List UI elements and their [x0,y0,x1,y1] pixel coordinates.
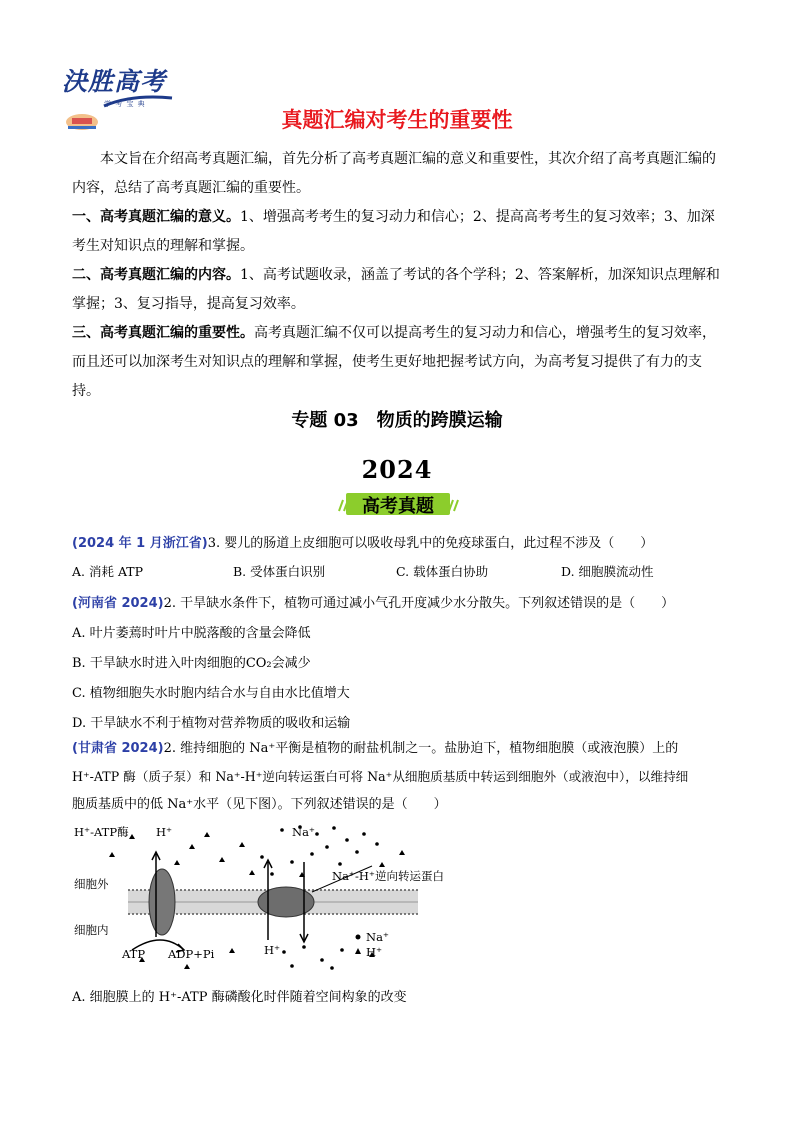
label-atp: ATP [122,947,146,961]
option-c: C. 植物细胞失水时胞内结合水与自由水比值增大 [72,686,350,701]
intro-section [72,145,724,406]
label-h-bottom: H⁺ [264,943,281,957]
question-source: (甘肃省 2024) [72,741,164,756]
logo-subtitle: 学 考 宝 典 [104,100,146,108]
section-body: 高考真题汇编不仅可以提高考生的复习动力和信心，增强考生的复习效率，而且还可以加深考生对知识点的理解和掌握，使考生更好地把握考试方向，为高考复习提供了有力的支持。 [72,325,716,399]
label-adp: ADP+Pi [168,947,215,961]
section-heading: 二、高考真题汇编的内容。 [72,267,240,283]
label-inside: 细胞内 [74,923,109,937]
year-heading: 2024 [361,455,433,484]
question-1 [72,530,732,586]
topic-title: 专题 03 物质的跨膜运输 [291,410,503,431]
section-banner [336,490,460,516]
section-meaning [72,203,724,261]
legend-na: Na⁺ [366,930,389,944]
options-row [72,558,732,586]
section-body: 1、高考试题收录，涵盖了考试的各个学科；2、答案解析，加深知识点理解和掌握；3、复习指导，提高复习效率。 [72,267,720,312]
question-source: (河南省 2024) [72,596,164,611]
section-importance [72,319,724,406]
section-body: 1、增强高考考生的复习动力和信心；2、提高高考考生的复习效率；3、加深考生对知识点的理解和掌握。 [72,209,715,254]
legend-na-marker [356,935,361,940]
label-antiporter: Na⁺-H⁺逆向转运蛋白 [332,869,444,883]
label-na-top: Na⁺ [292,825,315,839]
question-stem [72,589,732,619]
legend-h: H⁺ [366,945,383,959]
question-stem-line-1 [72,735,732,763]
intro-paragraph: 本文旨在介绍高考真题汇编，首先分析了高考真题汇编的意义和重要性，其次介绍了高考真题汇编的内容，总结了高考真题汇编的重要性。 [72,151,716,196]
question-text: 3. 婴儿的肠道上皮细胞可以吸收母乳中的免疫球蛋白，此过程不涉及（ ） [207,536,654,551]
option-a: A. 叶片萎蔫时叶片中脱落酸的含量会降低 [72,626,311,641]
section-content [72,261,724,319]
question-3-options [72,984,732,1012]
option-d: D. 干旱缺水不利于植物对营养物质的吸收和运输 [72,716,351,731]
label-atpase: H⁺-ATP酶 [74,825,129,839]
option-a: A. 细胞膜上的 H⁺-ATP 酶磷酸化时伴随着空间构象的改变 [72,990,407,1005]
option-d: D. 细胞膜流动性 [561,564,654,579]
antiporter-protein [258,887,314,917]
question-stem-line-2: H⁺-ATP 酶（质子泵）和 Na⁺-H⁺逆向转运蛋白可将 Na⁺从细胞质基质中转运到细胞外（或液泡中），以维持细 [72,769,689,784]
question-text: 2. 维持细胞的 Na⁺平衡是植物的耐盐机制之一。盐胁迫下，植物细胞膜（或液泡膜）上的 [163,741,679,756]
label-h-top: H⁺ [156,825,173,839]
membrane-transport-figure [72,822,472,972]
option-c: C. 载体蛋白协助 [396,564,489,579]
question-text: 2. 干旱缺水条件下，植物可通过减小气孔开度减少水分散失。下列叙述错误的是（ ） [163,596,675,611]
label-outside: 细胞外 [74,877,109,891]
section-heading: 三、高考真题汇编的重要性。 [72,325,254,341]
banner-label: 高考真题 [362,496,434,517]
h-atpase-protein [149,869,175,935]
legend-h-marker [355,948,361,954]
option-b: B. 受体蛋白识别 [233,564,326,579]
question-stem-line-3: 胞质基质中的低 Na⁺水平（见下图）。下列叙述错误的是（ ） [72,797,447,812]
option-b: B. 干旱缺水时进入叶肉细胞的CO₂会减少 [72,656,311,671]
question-source: (2024 年 1 月浙江省) [72,536,208,551]
document-title: 真题汇编对考生的重要性 [281,108,513,132]
question-stem [72,530,732,558]
logo-text: 決胜高考 [62,67,167,96]
question-2 [72,589,732,739]
section-heading: 一、高考真题汇编的意义。 [72,209,240,225]
question-3 [72,735,732,819]
option-a: A. 消耗 ATP [72,564,144,579]
